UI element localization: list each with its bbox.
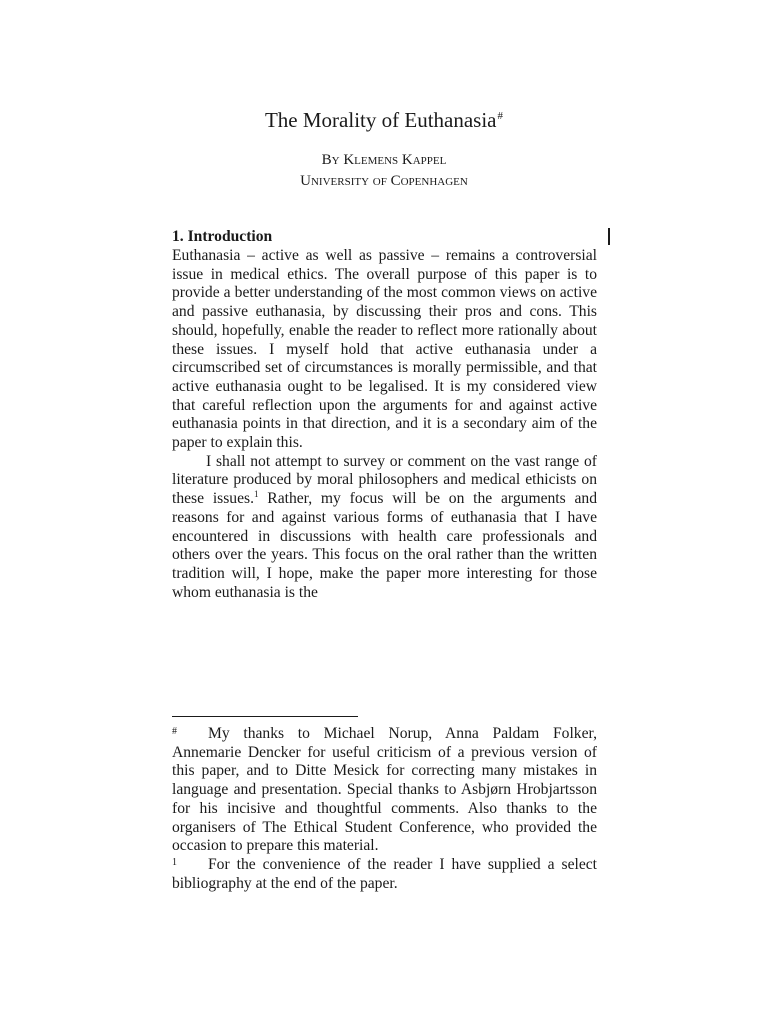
footnote-mark: 1 — [172, 856, 177, 868]
footnote-text: For the convenience of the reader I have supplied a select bibliography at the end of the paper. — [172, 855, 597, 892]
footnote-mark: # — [172, 726, 177, 737]
footnote-text: My thanks to Michael Norup, Anna Paldam Folker, Annemarie Dencker for useful criticism of a previous version of this paper, and to Ditte Mesick for correcting many mistakes in language and presentation. Special thanks to Asbjørn Hrobjartsson for his incisive and thoughtful comments. Also thanks to the organisers of The Ethical Student Conference, who provided the occasion to prepare this material. — [172, 725, 597, 855]
author-line: By Klemens Kappel — [321, 152, 447, 168]
paragraph-2 — [172, 453, 597, 603]
title-text: The Morality of Euthanasia — [264, 108, 497, 132]
paragraph-2-text-after: Rather, my focus will be on the arguments and reasons for and against various forms of euthanasia that I have encountered in discussions with health care professionals and others over the years. This focus on the oral rather than the written tradition will, I hope, make the paper more interesting for those whom euthanasia is the — [172, 490, 597, 601]
body-text — [172, 247, 597, 602]
paragraph-2-text-before: I shall not attempt to survey or comment on the vast range of literature produced by moral philosophers and medical ethicists on these issues. — [172, 452, 597, 508]
text-cursor-bar — [608, 228, 610, 245]
paper-title — [0, 108, 768, 133]
section-heading: 1. Introduction — [172, 228, 273, 245]
footnotes — [172, 725, 597, 893]
footnote-1 — [172, 856, 597, 893]
footnote-acknowledgement — [172, 725, 597, 856]
title-footnote-marker: # — [497, 110, 503, 122]
footnote-ref-1: 1 — [254, 488, 259, 499]
affiliation-line: University of Copenhagen — [300, 173, 468, 189]
paragraph-1: Euthanasia – active as well as passive – remains a controversial issue in medical ethics. The overall purpose of this paper is to provide a better understanding of the most common views on active and passive euthanasia, by discussing their pros and cons. This should, hopefully, enable the reader to reflect more rationally about these issues. I myself hold that active euthanasia under a circumscribed set of circumstances is morally permissible, and that active euthanasia ought to be legalised. It is my considered view that careful reflection upon the arguments for and against active euthanasia points in that direction, and it is a secondary aim of the paper to explain this. — [172, 247, 597, 452]
footnote-rule — [172, 716, 358, 717]
